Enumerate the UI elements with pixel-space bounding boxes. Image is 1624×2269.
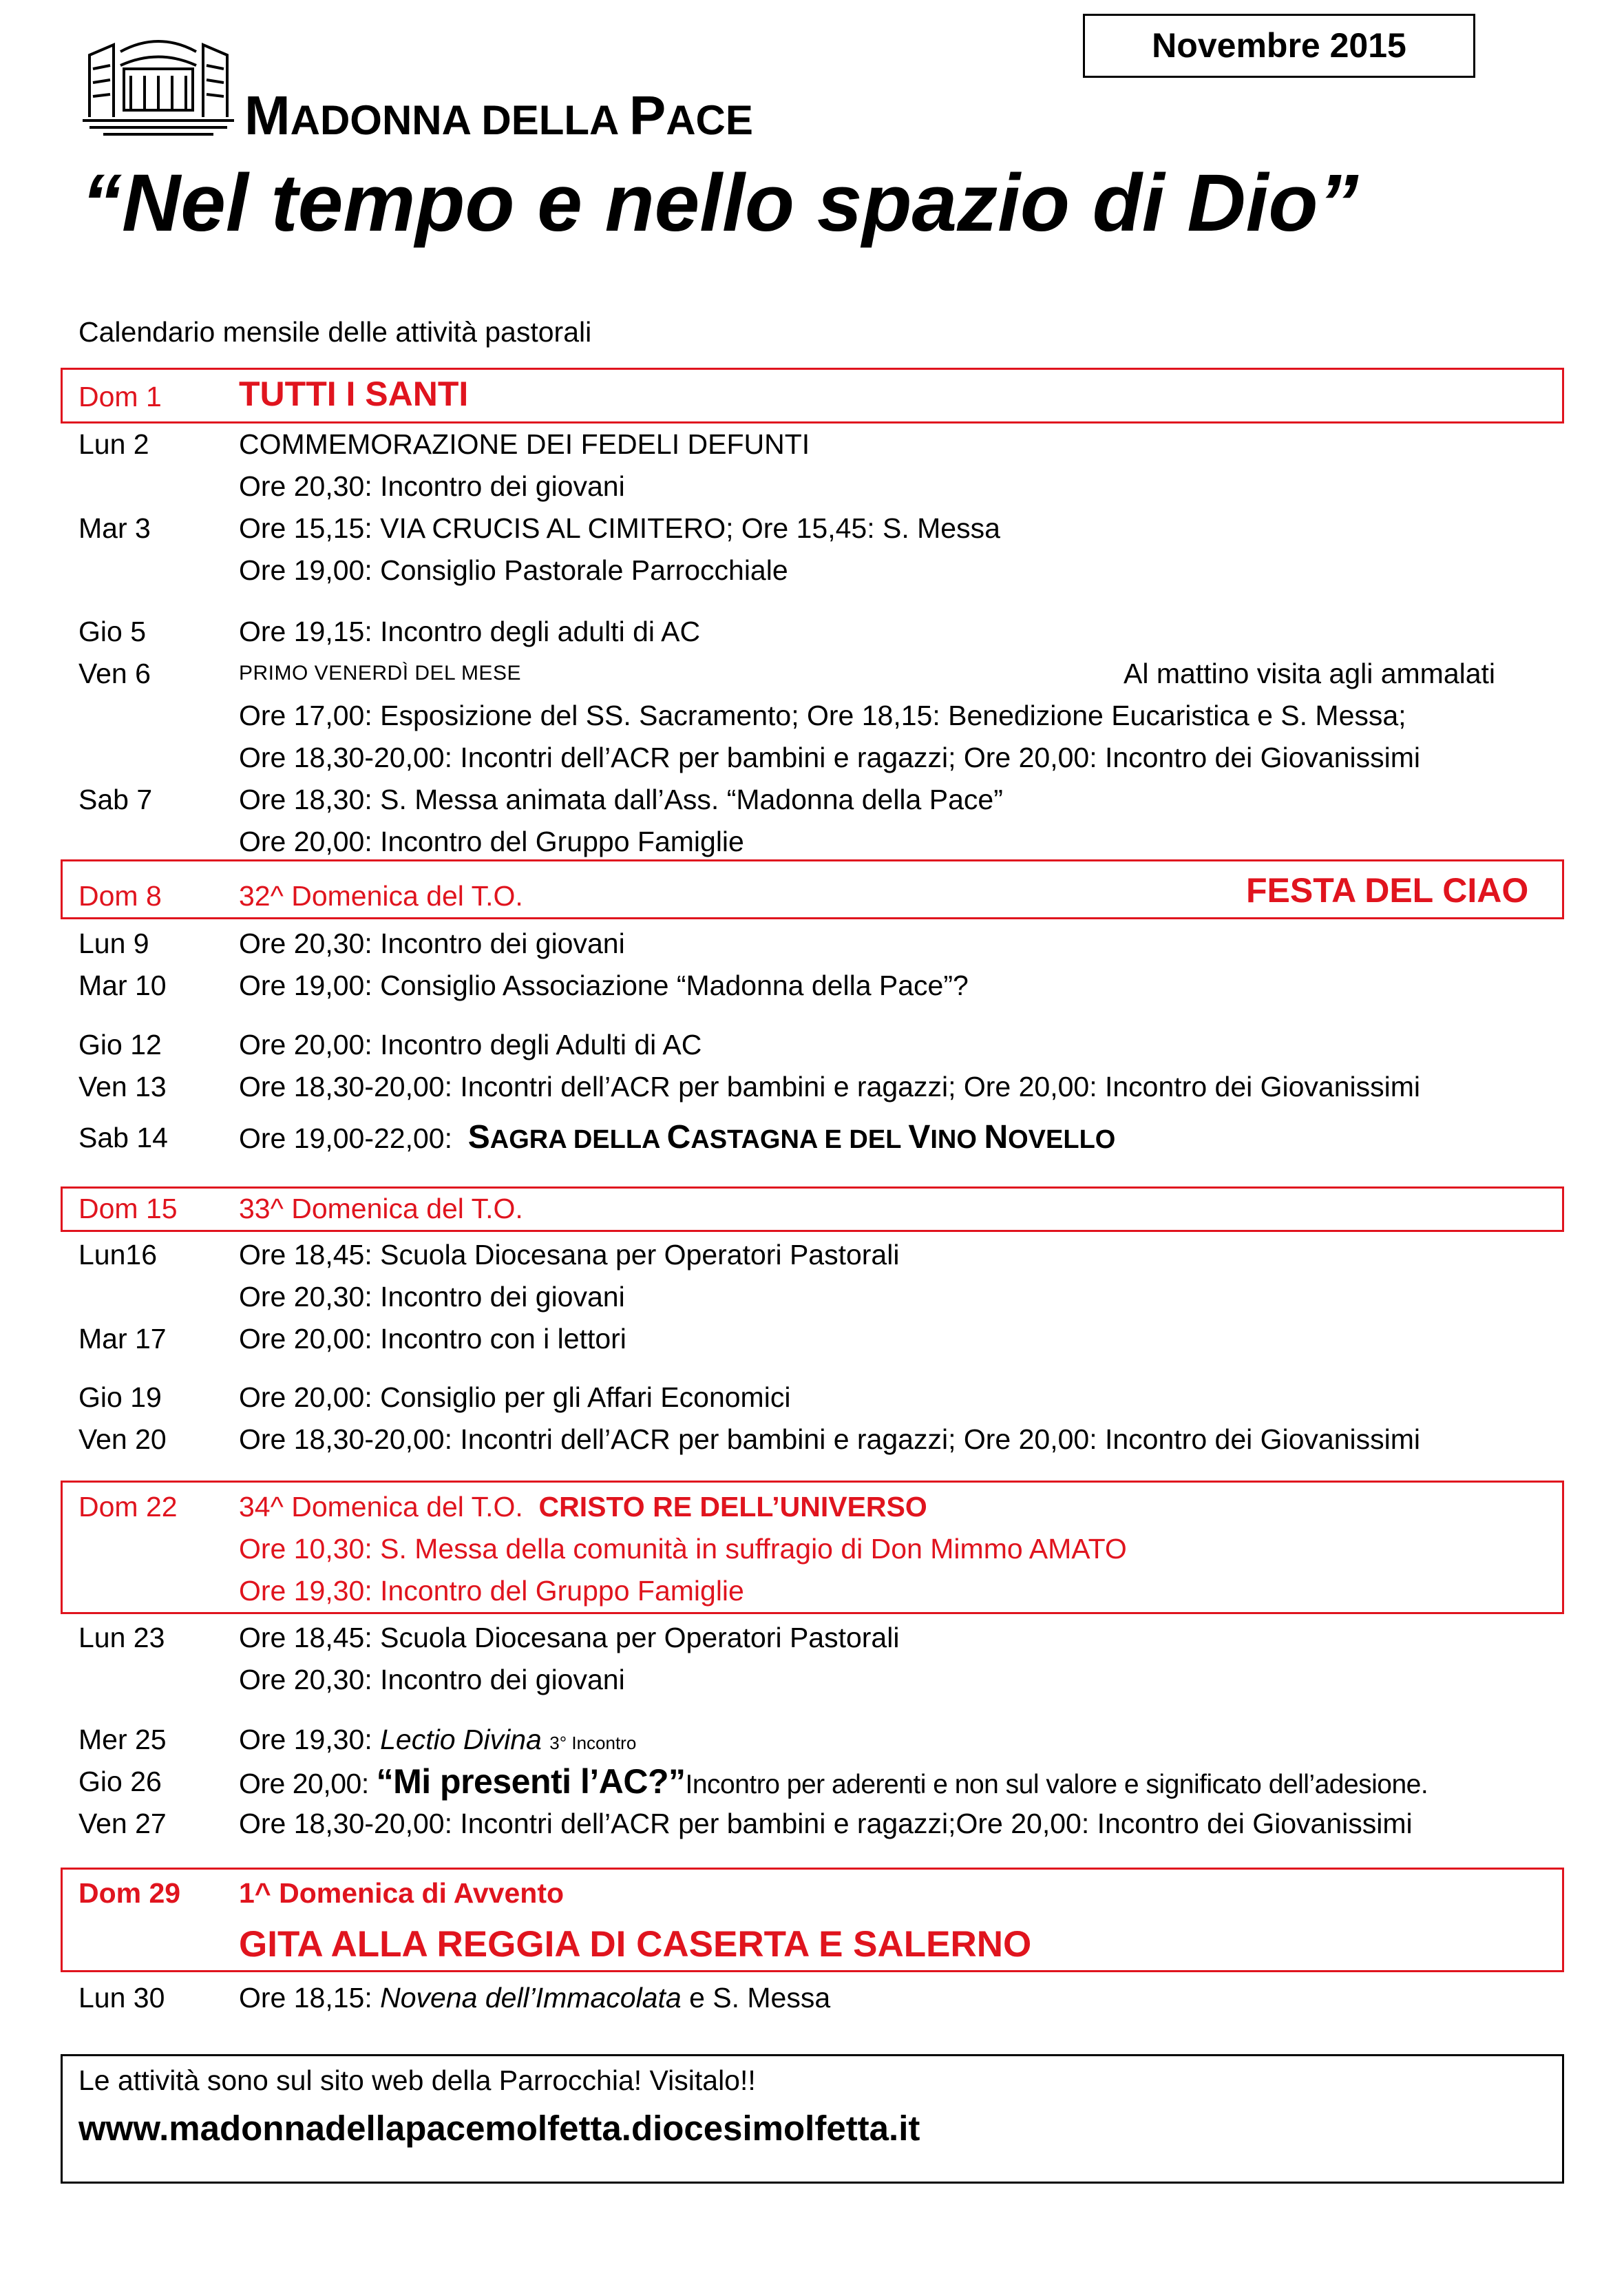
day-label: Dom 1 xyxy=(78,381,162,412)
event-text: Ore 20,30: Incontro dei giovani xyxy=(239,928,625,959)
day-label: Dom 15 xyxy=(78,1193,178,1224)
day-label: Mar 10 xyxy=(78,970,167,1001)
event-text: Ore 19,00: Consiglio Pastorale Parrocchiale xyxy=(239,554,788,586)
day-label: Ven 20 xyxy=(78,1423,167,1455)
event-text: Ore 20,30: Incontro dei giovani xyxy=(239,1664,625,1695)
event-text: 34^ Domenica del T.O. CRISTO RE DELL’UNIVERSO xyxy=(239,1491,927,1523)
event-text: Ore 18,30-20,00: Incontri dell’ACR per bambini e ragazzi; Ore 20,00: Incontro dei Giovanissimi xyxy=(239,1071,1421,1102)
event-highlight: FESTA DEL CIAO xyxy=(1246,871,1529,910)
feast-title: CRISTO RE DELL’UNIVERSO xyxy=(538,1491,927,1523)
event-text: Ore 18,30-20,00: Incontri dell’ACR per bambini e ragazzi; Ore 20,00: Incontro dei Giovanissimi xyxy=(239,742,1421,773)
day-label: Lun 2 xyxy=(78,428,149,460)
event-text: Ore 20,30: Incontro dei giovani xyxy=(239,470,625,502)
day-label: Mar 3 xyxy=(78,512,151,544)
footer-note: Le attività sono sul sito web della Parrocchia! Visitalo!! xyxy=(78,2064,756,2096)
event-text: TUTTI I SANTI xyxy=(239,375,469,413)
event-text: Ore 20,30: Incontro dei giovani xyxy=(239,1281,625,1313)
event-text: Ore 18,30-20,00: Incontri dell’ACR per bambini e ragazzi;Ore 20,00: Incontro dei Giovanissimi xyxy=(239,1808,1413,1839)
event-text: 33^ Domenica del T.O. xyxy=(239,1193,523,1224)
day-label: Ven 13 xyxy=(78,1071,167,1102)
event-text: Ore 17,00: Esposizione del SS. Sacramento; Ore 18,15: Benedizione Eucaristica e S. Messa; xyxy=(239,700,1406,731)
event-text: Ore 18,45: Scuola Diocesana per Operatori Pastorali xyxy=(239,1622,900,1653)
event-text: Ore 18,30: S. Messa animata dall’Ass. “Madonna della Pace” xyxy=(239,784,1003,815)
day-label: Gio 12 xyxy=(78,1029,162,1060)
event-text: Ore 20,00: Incontro degli Adulti di AC xyxy=(239,1029,702,1060)
event-text: PRIMO VENERDÌ DEL MESE xyxy=(239,662,521,684)
event-text: Ore 18,45: Scuola Diocesana per Operatori Pastorali xyxy=(239,1239,900,1271)
event-text: Ore 19,30: Incontro del Gruppo Famiglie xyxy=(239,1575,744,1607)
day-label: Mar 17 xyxy=(78,1323,167,1355)
event-text: Ore 20,00: Incontro del Gruppo Famiglie xyxy=(239,826,744,857)
event-text: Ore 20,00: “Mi presenti l’AC?”Incontro per aderenti e non sul valore e significato dell’adesione. xyxy=(239,1762,1428,1801)
calendar-subtitle: Calendario mensile delle attività pastorali xyxy=(78,316,592,348)
day-label: Sab 14 xyxy=(78,1122,168,1153)
event-text: Ore 10,30: S. Messa della comunità in suffragio di Don Mimmo AMATO xyxy=(239,1533,1127,1565)
parish-logo xyxy=(83,34,234,138)
event-text: Ore 19,15: Incontro degli adulti di AC xyxy=(239,616,701,647)
day-label: Gio 26 xyxy=(78,1766,162,1797)
event-text: Ore 20,00: Incontro con i lettori xyxy=(239,1323,626,1355)
day-label: Lun 23 xyxy=(78,1622,165,1653)
month-label: Novembre 2015 xyxy=(1083,14,1475,78)
day-label: Dom 8 xyxy=(78,880,162,912)
sagra-title: SAGRA DELLA CASTAGNA E DEL VINO NOVELLO xyxy=(467,1119,1116,1156)
event-text: Ore 15,15: VIA CRUCIS AL CIMITERO; Ore 15,45: S. Messa xyxy=(239,512,1000,544)
event-text: Ore 19,00: Consiglio Associazione “Madonna della Pace”? xyxy=(239,970,969,1001)
event-text: Ore 19,00-22,00: SAGRA DELLA CASTAGNA E DEL VINO NOVELLO xyxy=(239,1119,1116,1156)
event-text: Ore 20,00: Consiglio per gli Affari Economici xyxy=(239,1381,791,1413)
event-text: 32^ Domenica del T.O. xyxy=(239,880,523,912)
event-text: Ore 18,30-20,00: Incontri dell’ACR per bambini e ragazzi; Ore 20,00: Incontro dei Giovanissimi xyxy=(239,1423,1421,1455)
day-label: Dom 22 xyxy=(78,1491,178,1523)
day-label: Sab 7 xyxy=(78,784,153,815)
event-text: COMMEMORAZIONE DEI FEDELI DEFUNTI xyxy=(239,428,810,460)
event-text: Ore 19,30: Lectio Divina 3° Incontro xyxy=(239,1724,637,1755)
day-label: Gio 19 xyxy=(78,1381,162,1413)
website-link[interactable]: www.madonnadellapacemolfetta.diocesimolfetta.it xyxy=(78,2109,920,2148)
day-label: Dom 29 xyxy=(78,1877,181,1909)
day-label: Ven 27 xyxy=(78,1808,167,1839)
day-label: Gio 5 xyxy=(78,616,146,647)
event-text: 1^ Domenica di Avvento xyxy=(239,1877,565,1909)
day-label: Mer 25 xyxy=(78,1724,167,1755)
day-label: Ven 6 xyxy=(78,658,151,689)
parish-name: MADONNA DELLA PACE xyxy=(244,85,753,146)
day-label: Lun16 xyxy=(78,1239,158,1271)
event-highlight: GITA ALLA REGGIA DI CASERTA E SALERNO xyxy=(239,1924,1032,1965)
motto-title: “Nel tempo e nello spazio di Dio” xyxy=(81,158,1359,249)
day-label: Lun 9 xyxy=(78,928,149,959)
event-text: Al mattino visita agli ammalati xyxy=(1124,658,1496,689)
event-text: Ore 18,15: Novena dell’Immacolata e S. Messa xyxy=(239,1982,831,2014)
day-label: Lun 30 xyxy=(78,1982,165,2014)
